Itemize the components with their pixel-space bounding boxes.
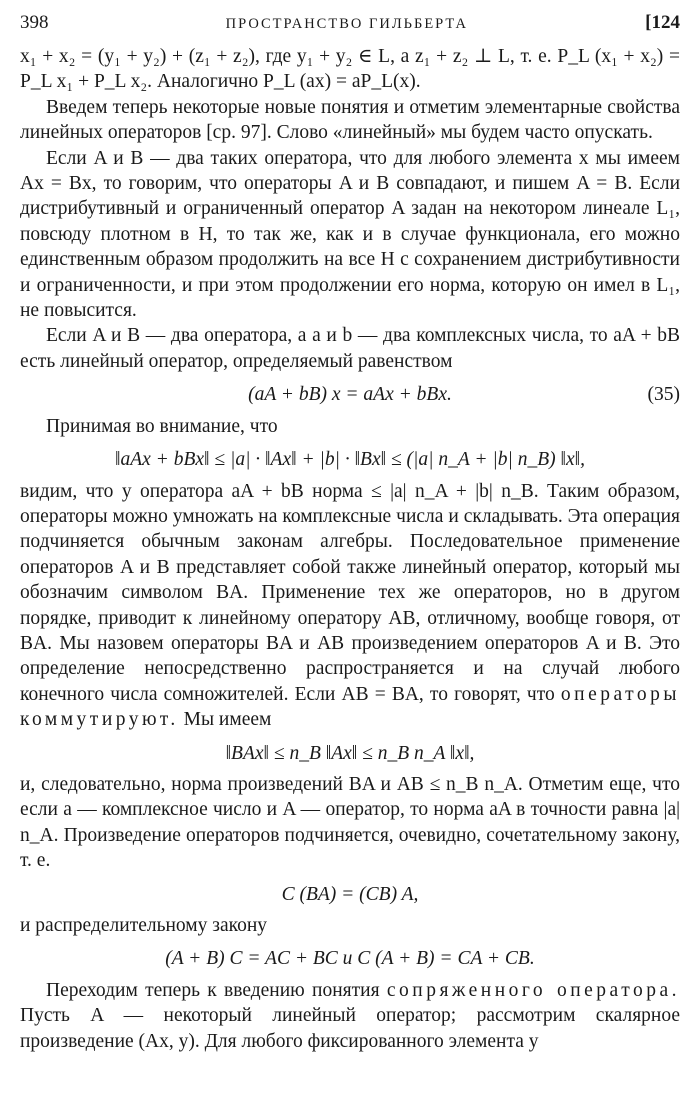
paragraph-adjoint-tail: Пусть A — некоторый линейный оператор; рассмотрим скалярное произведение (Ax, y). Для любого фиксированного элемента y (20, 1005, 680, 1052)
paragraph-adjoint (20, 978, 680, 1054)
running-title: ПРОСТРАНСТВО ГИЛЬБЕРТА (225, 16, 469, 32)
equation-35 (20, 382, 680, 407)
equation-product-norm (20, 741, 680, 766)
page-number: 398 (20, 12, 49, 33)
section-number: [124 (645, 12, 680, 33)
spaced-term-commute: операторы коммутируют. (20, 683, 681, 731)
equation-associative (20, 882, 680, 907)
paragraph-intro: Введем теперь некоторые новые понятия и отметим элементарные свойства линейных операторов [ср. 97]. Слово «линейный» мы будем часто опускать. (20, 96, 680, 144)
equation-product-body: ‖BAx‖ ≤ n_B ‖Ax‖ ≤ n_B n_A ‖x‖, (225, 742, 475, 764)
equation-norm-inequality (20, 447, 680, 472)
paragraph-adjoint-text: Переходим теперь к введению понятия (46, 979, 380, 1001)
paragraph-product-norm: и, следовательно, норма произведений BA и AB ≤ n_B n_A. Отметим еще, что если a — комплексное число и A — оператор, то норма aA в точности равна |a| n_A. Произведение операторов подчиняется, очевидно, сочетательному закону, т. е. (20, 773, 680, 872)
paragraph-equality: Если A и B — два таких оператора, что для любого элемента x мы имеем Ax = Bx, то говорим, что операторы A и B совпадают, и пишем A = B. Если дистрибутивный и ограниченный оператор A задан на некотором линеале L₁, повсюду плотном в H, то так же, как и в случае функционала, его можно единственным образом продолжить на все H с сохранением дистрибутивности и ограниченности, и при этом продолжении его норма, которую он имел в L₁, не повысится. (20, 147, 680, 322)
equation-distributive (20, 946, 680, 971)
paragraph-distributive-intro: и распределительному закону (20, 915, 268, 936)
paragraph-linear-combination: Если A и B — два оператора, а a и b — два комплексных числа, то aA + bB есть линейный оператор, определяемый равенством (20, 325, 680, 372)
equation-distributive-body: (A + B) C = AC + BC и C (A + B) = CA + CB. (165, 948, 535, 970)
running-header (20, 10, 680, 44)
spaced-term-adjoint: сопряженного оператора. (386, 979, 680, 1001)
paragraph-taking-into-account: Принимая во внимание, что (46, 415, 278, 437)
paragraph-continued: x₁ + x₂ = (y₁ + y₂) + (z₁ + z₂), где y₁ + y₂ ∈ L, а z₁ + z₂ ⊥ L, т. е. P_L (x₁ + x₂) = P_L x₁ + P_L x₂. Аналогично P_L (ax) = aP_L(x). (20, 46, 680, 93)
paragraph-products (20, 479, 680, 733)
paragraph-products-tail: Мы имеем (183, 709, 272, 731)
equation-35-body: (aA + bB) x = aAx + bBx. (248, 384, 452, 406)
paragraph-products-text: видим, что у оператора aA + bB норма ≤ |a| n_A + |b| n_B. Таким образом, операторы можно умножать на комплексные числа и складывать. Эта операция подчиняется обычным законам алгебры. Последовательное применение операторов A и B представляет собой также линейный оператор, который мы обозначим символом BA. Применение тех же операторов, но в другом порядке, приводит к линейному оператору AB, отличному, вообще говоря, от BA. Мы назовем операторы BA и AB произведением операторов A и B. Это определение непосредственно распространяется и на случай любого конечного числа сомножителей. Если AB = BA, то говорят, что (20, 480, 680, 705)
equation-associative-body: C (BA) = (CB) A, (281, 883, 419, 905)
equation-35-number: (35) (647, 384, 680, 406)
equation-norm-body: ‖aAx + bBx‖ ≤ |a| · ‖Ax‖ + |b| · ‖Bx‖ ≤ (|a| n_A + |b| n_B) ‖x‖, (115, 449, 585, 471)
